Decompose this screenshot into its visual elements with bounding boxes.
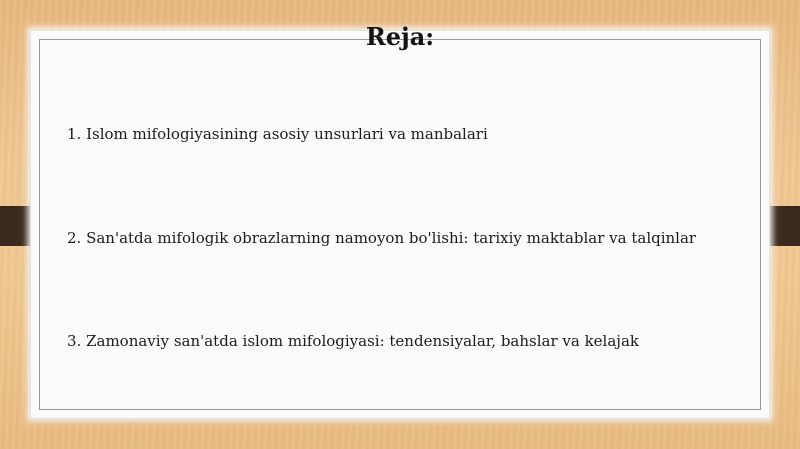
content-card (30, 30, 770, 419)
plan-item-2: 2. San'atda mifologik obrazlarning namoyon bo'lishi: tarixiy maktablar va talqinlar (67, 229, 697, 247)
slide-title: Reja: (365, 22, 435, 51)
plan-item-3: 3. Zamonaviy san'atda islom mifologiyasi: tendensiyalar, bahslar va kelajak (67, 332, 639, 350)
plan-item-1: 1. Islom mifologiyasining asosiy unsurlari va manbalari (67, 125, 488, 143)
card-border-frame (39, 39, 761, 410)
